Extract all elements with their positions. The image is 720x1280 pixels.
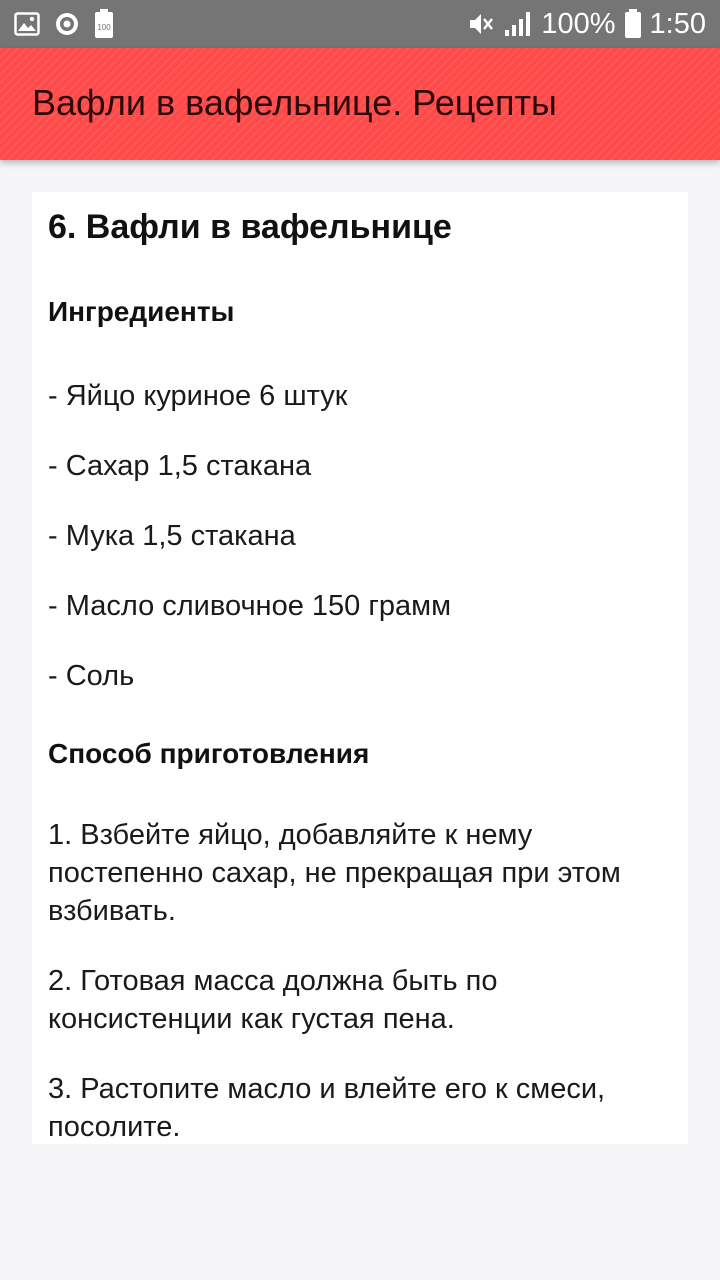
method-heading: Способ приготовления: [48, 738, 370, 769]
method-step: 2. Готовая масса должна быть по консистенции как густая пена.: [48, 965, 498, 1035]
method-step: 3. Растопите масло и влейте его к смеси, посолите.: [48, 1073, 606, 1143]
status-bar-system: [467, 6, 706, 42]
ingredient-item: - Мука 1,5 стакана: [48, 520, 296, 552]
method-step: 1. Взбейте яйцо, добавляйте к нему постепенно сахар, не прекращая при этом взбивать.: [48, 819, 621, 927]
ingredient-item: - Соль: [48, 660, 135, 692]
clock: 1:50: [649, 7, 706, 40]
recipe-title: 6. Вафли в вафельнице: [48, 208, 452, 246]
ingredient-item: - Масло сливочное 150 грамм: [48, 590, 452, 622]
recipe-card[interactable]: [32, 192, 688, 1144]
gallery-icon: [14, 12, 40, 36]
battery-saver-icon: [94, 9, 114, 39]
settings-icon: [54, 11, 80, 37]
signal-icon: [503, 10, 533, 38]
mute-icon: [467, 10, 495, 38]
ingredients-heading: Ингредиенты: [48, 296, 235, 327]
status-bar: [0, 0, 720, 48]
ingredient-item: - Яйцо куриное 6 штук: [48, 380, 348, 412]
app-title: Вафли в вафельнице. Рецепты: [32, 82, 557, 123]
battery-icon: [624, 9, 642, 39]
ingredient-item: - Сахар 1,5 стакана: [48, 450, 312, 482]
app-bar: [0, 48, 720, 160]
battery-saver-label: 100: [97, 23, 111, 32]
status-bar-notifications: [14, 10, 114, 38]
battery-percent: 100%: [541, 7, 616, 40]
